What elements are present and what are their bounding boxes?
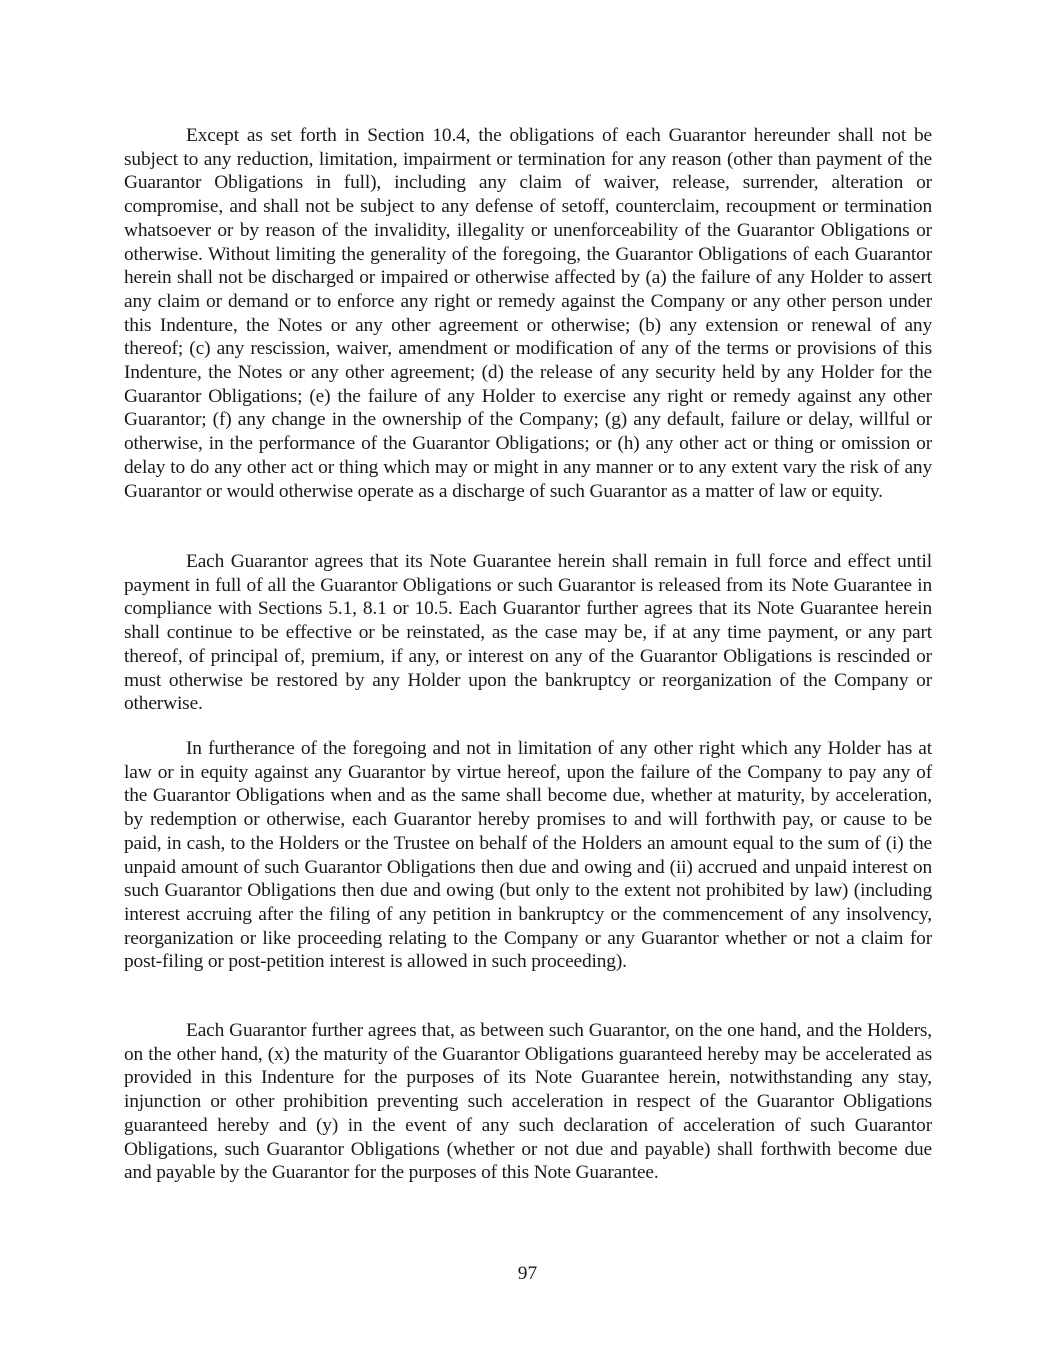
page-number: 97 [517, 1263, 538, 1284]
paragraph-guarantor-obligations-unconditional: Except as set forth in Section 10.4, the obligations of each Guarantor hereunder shall not be subject to any reduction, limitation, impairment or termination for any reason (other than payment of the Guarantor Obligations in full), including any claim of waiver, release, surrender, alteration or compromise, and shall not be subject to any defense of setoff, counterclaim, recoupment or termination whatsoever or by reason of the invalidity, illegality or unenforceability of the Guarantor Obligations or otherwise. Without limiting the generality of the foregoing, the Guarantor Obligations of each Guarantor herein shall not be discharged or impaired or otherwise affected by (a) the failure of any Holder to assert any claim or demand or to enforce any right or remedy against the Company or any other person under this Indenture, the Notes or any other agreement or otherwise; (b) any extension or renewal of any thereof; (c) any rescission, waiver, amendment or modification of any of the terms or provisions of this Indenture, the Notes or any other agreement; (d) the release of any security held by any Holder for the Guarantor Obligations; (e) the failure of any Holder to exercise any right or remedy against any other Guarantor; (f) any change in the ownership of the Company; (g) any default, failure or delay, willful or otherwise, in the performance of the Guarantor Obligations; or (h) any other act or thing or omission or delay to do any other act or thing which may or might in any manner or to any extent vary the risk of any Guarantor or would otherwise operate as a discharge of such Guarantor as a matter of law or equity. [124, 125, 932, 502]
paragraph-note-guarantee-duration: Each Guarantor agrees that its Note Guarantee herein shall remain in full force and effect until payment in full of all the Guarantor Obligations or such Guarantor is released from its Note Guarantee in compliance with Sections 5.1, 8.1 or 10.5. Each Guarantor further agrees that its Note Guarantee herein shall continue to be effective or be reinstated, as the case may be, if at any time payment, or any part thereof, of principal of, premium, if any, or interest on any of the Guarantor Obligations is rescinded or must otherwise be restored by any Holder upon the bankruptcy or reorganization of the Company or otherwise. [124, 551, 932, 715]
paragraph-payment-upon-failure: In furtherance of the foregoing and not in limitation of any other right which any Holder has at law or in equity against any Guarantor by virtue hereof, upon the failure of the Company to pay any of the Guarantor Obligations when and as the same shall become due, whether at maturity, by acceleration, by redemption or otherwise, each Guarantor hereby promises to and will forthwith pay, or cause to be paid, in cash, to the Holders or the Trustee on behalf of the Holders an amount equal to the sum of (i) the unpaid amount of such Guarantor Obligations then due and owing and (ii) accrued and unpaid interest on such Guarantor Obligations then due and owing (but only to the extent not prohibited by law) (including interest accruing after the filing of any petition in bankruptcy or the commencement of any insolvency, reorganization or like proceeding relating to the Company or any Guarantor whether or not a claim for post-filing or post-petition interest is allowed in such proceeding). [124, 738, 932, 973]
paragraph-acceleration: Each Guarantor further agrees that, as between such Guarantor, on the one hand, and the Holders, on the other hand, (x) the maturity of the Guarantor Obligations guaranteed hereby may be accelerated as provided in this Indenture for the purposes of its Note Guarantee herein, notwithstanding any stay, injunction or other prohibition preventing such acceleration in respect of the Guarantor Obligations guaranteed hereby and (y) in the event of any such declaration of acceleration of such Guarantor Obligations, such Guarantor Obligations (whether or not due and payable) shall forthwith become due and payable by the Guarantor for the purposes of this Note Guarantee. [124, 1020, 932, 1184]
